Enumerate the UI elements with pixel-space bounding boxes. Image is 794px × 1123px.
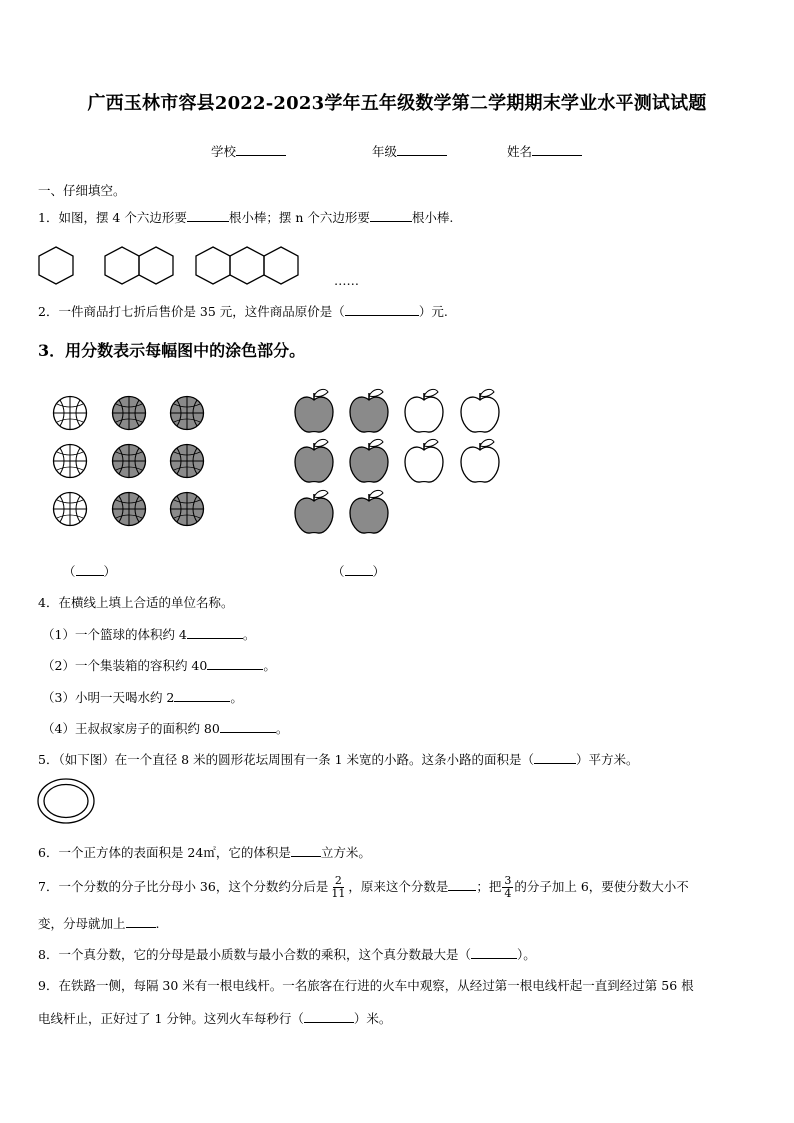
q7-text-f: . [155, 916, 160, 931]
continuation-dots: …… [334, 273, 359, 288]
q5-text-a: 5．（如下图）在一个直径 8 米的圆形花坛周围有一条 1 米宽的小路。这条小路的面积是（ [38, 752, 535, 767]
section-heading: 一、仔细填空。 [38, 183, 126, 198]
q4-blank-1[interactable] [187, 626, 243, 639]
paren-left: （ [332, 564, 345, 579]
question-5 [38, 751, 639, 768]
q4-item-text: （3）小明一天喝水约 2 [42, 690, 175, 705]
q7-text-b: ，原来这个分数是 [348, 879, 449, 894]
q2-text-a: 2．一件商品打七折后售价是 35 元，这件商品原价是（ [38, 304, 345, 319]
question-9: 9．在铁路一侧，每隔 30 米有一根电线杆。一名旅客在行进的火车中观察，从经过第一根电线杆起一直到经过第 56 根 [38, 978, 694, 993]
q4-item-4 [42, 720, 288, 737]
q2-text-b: ）元. [418, 304, 448, 319]
q8-text-b: ）。 [516, 947, 536, 962]
paren-right: ） [372, 564, 386, 579]
page-title: 广西玉林市容县2022-2023学年五年级数学第二学期期末学业水平测试试题 [87, 93, 707, 114]
q3-answer-basketball [63, 563, 116, 580]
q7-text-e: 变，分母就加上 [38, 916, 126, 931]
fraction-numerator: 2 [334, 874, 342, 887]
q4-item-end: 。 [275, 721, 289, 736]
circle-path-figure [36, 777, 98, 827]
fraction-2-11 [329, 875, 347, 900]
paren-right: ） [103, 564, 117, 579]
q3-blank-1[interactable] [76, 563, 104, 576]
q1-text-b: 根小棒；摆 n 个六边形要 [228, 210, 370, 225]
question-6 [38, 844, 371, 861]
q4-item-3 [42, 689, 243, 706]
q8-text-a: 8．一个真分数，它的分母是最小质数与最小合数的乘积，这个真分数最大是（ [38, 947, 471, 962]
q4-item-end: 。 [263, 658, 276, 673]
question-9-cont [38, 1010, 391, 1027]
q5-text-b: ）平方米。 [576, 752, 639, 767]
q4-item-1 [42, 626, 255, 643]
q4-blank-4[interactable] [220, 720, 276, 733]
q7-text-c: ；把 [476, 879, 502, 894]
q4-blank-2[interactable] [207, 657, 263, 670]
q9-blank[interactable] [304, 1010, 354, 1023]
q4-item-text: （2）一个集装箱的容积约 40 [42, 658, 208, 673]
q6-blank[interactable] [291, 844, 321, 857]
fraction-numerator: 3 [504, 874, 512, 887]
question-7-cont [38, 915, 160, 932]
q3-answer-apple [332, 563, 385, 580]
q6-text-b: 立方米。 [320, 845, 371, 860]
q7-text-d: 的分子加上 6，要使分数大小不 [514, 879, 689, 894]
q4-item-text: （4）王叔叔家房子的面积约 80 [42, 721, 220, 736]
q4-blank-3[interactable] [174, 689, 230, 702]
q9-text-b: 电线杆止，正好过了 1 分钟。这列火车每秒行（ [38, 1011, 304, 1026]
name-label: 姓名 [507, 144, 533, 159]
paren-left: （ [63, 564, 76, 579]
q6-text-a: 6．一个正方体的表面积是 24㎡，它的体积是 [38, 845, 291, 860]
q7-blank-2[interactable] [126, 915, 156, 928]
q1-text-c: 根小棒. [411, 210, 454, 225]
question-8 [38, 946, 536, 963]
q7-blank-1[interactable] [448, 878, 476, 891]
question-3: 3．用分数表示每幅图中的涂色部分。 [38, 341, 306, 360]
q4-item-end: 。 [230, 690, 243, 705]
q1-text-a: 1．如图，摆 4 个六边形要 [38, 210, 187, 225]
q5-blank[interactable] [534, 751, 576, 764]
q4-item-text: （1）一个篮球的体积约 4 [42, 627, 187, 642]
question-4: 4．在横线上填上合适的单位名称。 [38, 595, 234, 610]
fraction-denominator: 11 [331, 887, 346, 900]
grade-label: 年级 [372, 144, 398, 159]
q4-item-end: 。 [242, 627, 256, 642]
q9-text-c: ）米。 [353, 1011, 392, 1026]
school-label: 学校 [211, 144, 237, 159]
q7-text-a: 7．一个分数的分子比分母小 36，这个分数约分后是 [38, 879, 329, 894]
question-7 [38, 874, 689, 900]
fraction-denominator: 4 [504, 887, 512, 900]
fraction-3-4 [502, 875, 513, 900]
q8-blank[interactable] [471, 946, 517, 959]
q3-blank-2[interactable] [345, 563, 373, 576]
q4-item-2 [42, 657, 276, 674]
